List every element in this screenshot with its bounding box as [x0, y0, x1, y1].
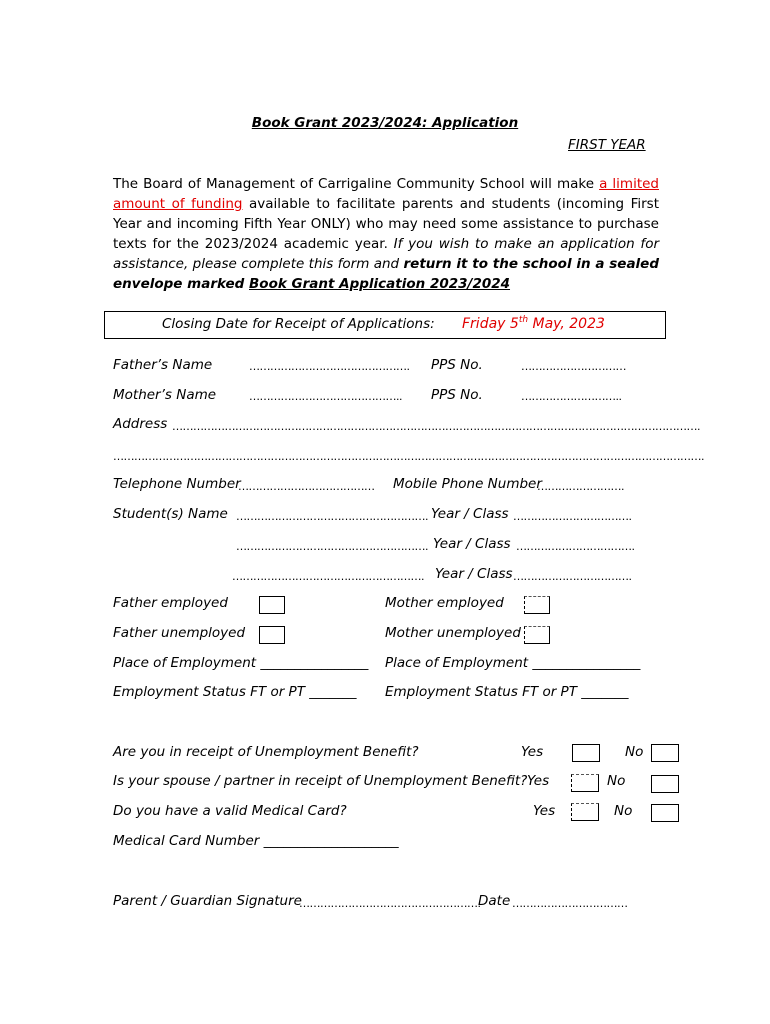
- intro-text-5: Book Grant Application 2023/2024: [249, 276, 511, 292]
- intro-paragraph: [113, 174, 659, 294]
- student-name-3[interactable]: ……………………………………………….: [232, 570, 424, 583]
- mother-name-label: Mother’s Name: [113, 387, 217, 403]
- father-unemployed-checkbox[interactable]: [259, 626, 285, 644]
- q2-yes-label: Yes: [527, 773, 550, 789]
- telephone-label: Telephone Number: [113, 476, 241, 492]
- father-employment-status[interactable]: Employment Status FT or PT _______: [113, 684, 357, 700]
- father-employed-checkbox[interactable]: [259, 596, 285, 614]
- closing-date-day: Friday 5: [462, 316, 519, 332]
- q1-yes-checkbox[interactable]: [572, 744, 600, 762]
- signature-label: Parent / Guardian Signature: [113, 893, 302, 909]
- form-title: Book Grant 2023/2024: Application: [251, 115, 519, 131]
- intro-text-1: The Board of Management of Carrigaline Community School will make: [113, 176, 600, 192]
- question-medical-card: Do you have a valid Medical Card?: [113, 803, 347, 819]
- q3-yes-label: Yes: [533, 803, 556, 819]
- student-name-2[interactable]: ……………………………………………….: [236, 540, 428, 553]
- year-class-label-1: Year / Class: [431, 506, 509, 522]
- father-place-of-employment[interactable]: Place of Employment ________________: [113, 655, 369, 671]
- mother-unemployed-checkbox[interactable]: [524, 626, 550, 644]
- year-class-label-2: Year / Class: [433, 536, 511, 552]
- date-label: Date: [478, 893, 511, 909]
- father-name-field[interactable]: ……………………………………….: [249, 360, 410, 373]
- q1-no-label: No: [625, 744, 644, 760]
- question-unemployment-benefit: Are you in receipt of Unemployment Benefit?: [113, 744, 419, 760]
- year-class-field-3[interactable]: …………………………….: [513, 570, 632, 583]
- mother-unemployed-label: Mother unemployed: [385, 625, 521, 641]
- mother-employed-checkbox[interactable]: [524, 596, 550, 614]
- mobile-field[interactable]: …………………….: [537, 480, 624, 493]
- pps-label-2: PPS No.: [431, 387, 483, 403]
- q3-no-checkbox[interactable]: [651, 804, 679, 822]
- q1-no-checkbox[interactable]: [651, 744, 679, 762]
- closing-label: Closing Date for Receipt of Applications:: [162, 316, 435, 332]
- q2-no-checkbox[interactable]: [651, 775, 679, 793]
- intro-text-4: return it to the school in a sealed envelope marked: [113, 256, 660, 292]
- mobile-label: Mobile Phone Number: [393, 476, 542, 492]
- father-unemployed-label: Father unemployed: [113, 625, 246, 641]
- father-employed-label: Father employed: [113, 595, 228, 611]
- pps-field-1[interactable]: …………………………: [521, 360, 626, 373]
- q3-no-label: No: [614, 803, 633, 819]
- year-class-label-3: Year / Class: [435, 566, 513, 582]
- intro-text-3: If you wish to make an application for assistance, please complete this form and: [113, 236, 659, 272]
- closing-date: [462, 315, 605, 332]
- q1-yes-label: Yes: [521, 744, 544, 760]
- address-field-2[interactable]: …………………………………………………………………………………………………………………………………………………….: [113, 450, 704, 463]
- closing-date-sup: th: [518, 315, 529, 325]
- pps-field-2[interactable]: ………………………..: [521, 390, 622, 403]
- question-spouse-benefit: Is your spouse / partner in receipt of Unemployment Benefit?: [113, 773, 528, 789]
- mother-employed-label: Mother employed: [385, 595, 504, 611]
- closing-date-rest: May, 2023: [528, 316, 605, 332]
- mother-employment-status[interactable]: Employment Status FT or PT _______: [385, 684, 629, 700]
- year-class-field-1[interactable]: …………………………….: [513, 510, 632, 523]
- telephone-field[interactable]: …………………………………: [238, 480, 375, 493]
- q3-yes-checkbox[interactable]: [571, 803, 599, 821]
- year-class-field-2[interactable]: …………………………….: [516, 540, 635, 553]
- address-label: Address: [113, 416, 168, 432]
- medical-card-number-field[interactable]: Medical Card Number ____________________: [113, 833, 399, 849]
- mother-place-of-employment[interactable]: Place of Employment ________________: [385, 655, 641, 671]
- date-field[interactable]: ……………………………: [512, 897, 628, 910]
- mother-name-field[interactable]: ……………………………………..: [249, 390, 402, 403]
- q2-yes-checkbox[interactable]: [571, 774, 599, 792]
- intro-text-2: available to facilitate parents and students (incoming First Year and incoming Fifth Year ONLY) who may need some assistance to purchase texts for the 2023/2024 academic year.: [113, 196, 659, 252]
- signature-field[interactable]: …………………………………………….: [299, 897, 481, 910]
- father-name-label: Father’s Name: [113, 357, 213, 373]
- q2-no-label: No: [607, 773, 626, 789]
- year-label: FIRST YEAR: [568, 137, 646, 153]
- intro-highlight: a limited amount of funding: [113, 176, 659, 212]
- student-name-1[interactable]: ……………………………………………….: [236, 510, 428, 523]
- pps-label-1: PPS No.: [431, 357, 483, 373]
- address-field-1[interactable]: …………………………………………………………………………………………………………………………………….: [172, 420, 700, 433]
- students-label: Student(s) Name: [113, 506, 228, 522]
